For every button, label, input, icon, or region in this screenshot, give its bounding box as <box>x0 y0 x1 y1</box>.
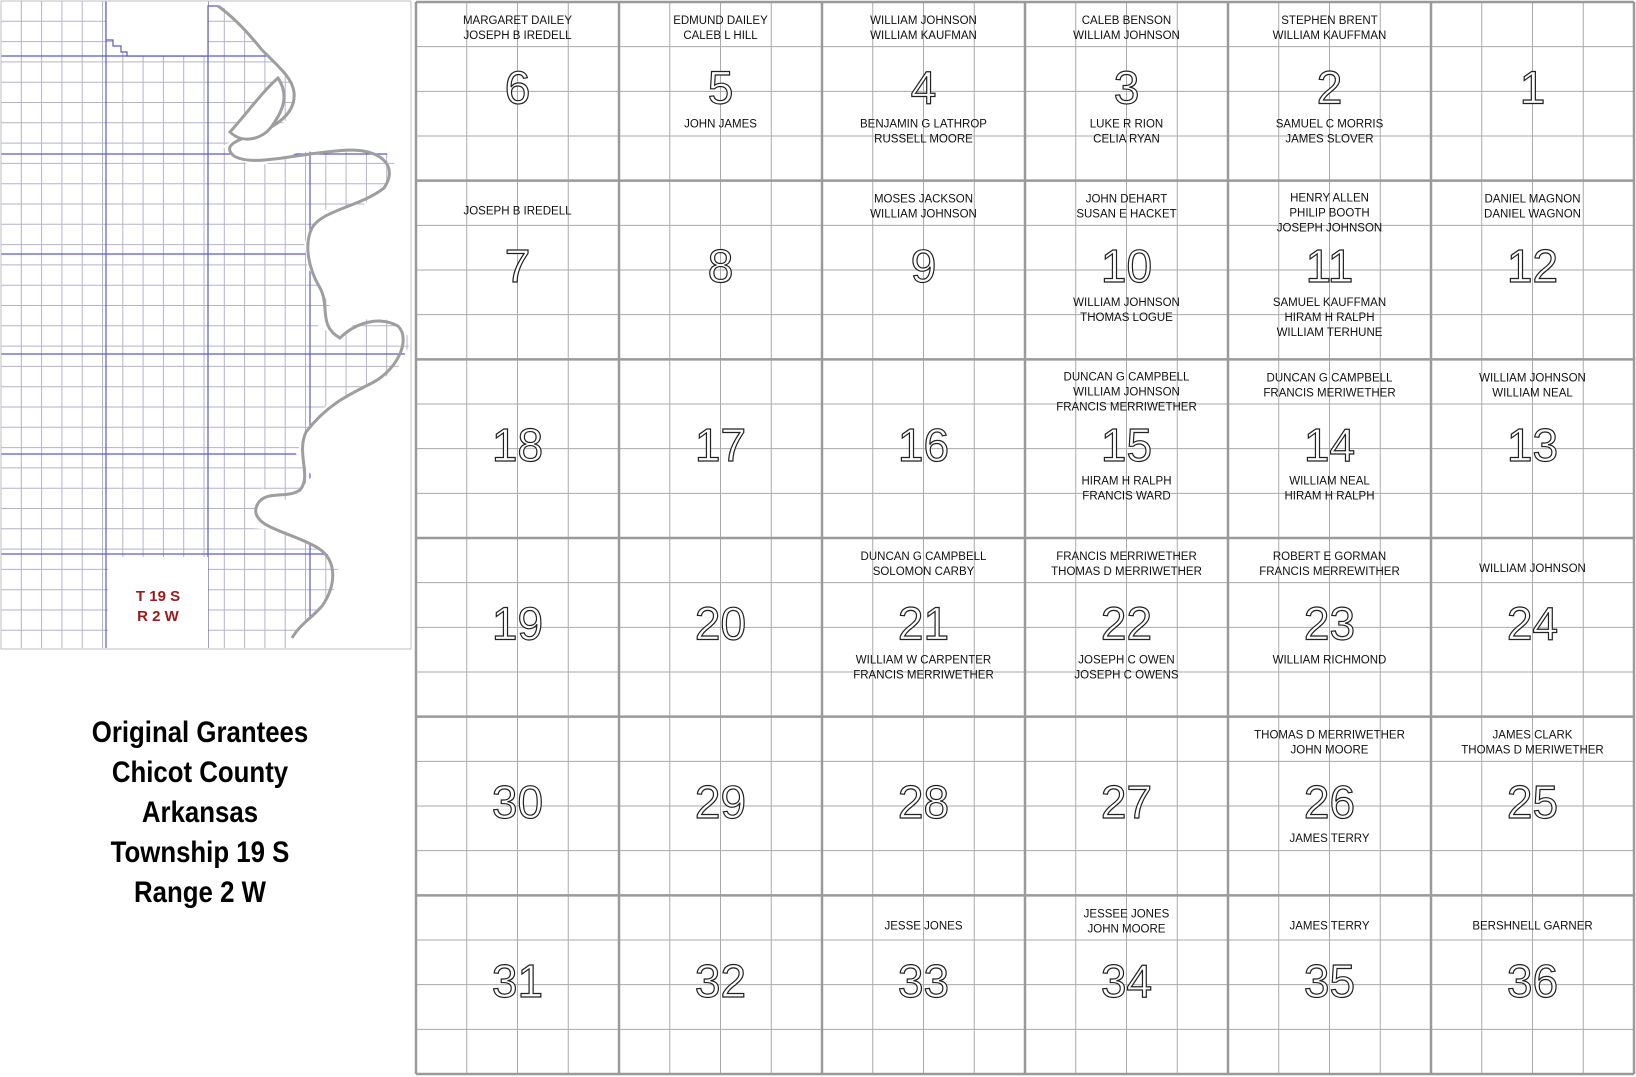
grantee-name: THOMAS D MERRIWETHER <box>1254 729 1405 742</box>
grantee-name: JAMES TERRY <box>1289 920 1370 933</box>
grantee-name: MOSES JACKSON <box>873 193 974 206</box>
grantee-name: JOSEPH C OWEN <box>1078 654 1175 667</box>
grantee-name: STEPHEN BRENT <box>1281 15 1378 27</box>
section-number: 24 <box>1506 597 1559 650</box>
grantee-name: BENJAMIN G LATHROP <box>860 118 987 131</box>
grantee-name: JOHN DEHART <box>1085 193 1168 206</box>
section-29 <box>695 776 746 828</box>
grantee-name: HENRY ALLEN <box>1290 192 1369 205</box>
section-number: 3 <box>1113 61 1140 114</box>
section-25 <box>1461 730 1603 828</box>
grantee-name: WILLIAM KAUFMAN <box>870 30 977 42</box>
grantee-name: THOMAS D MERIWETHER <box>1461 744 1604 757</box>
section-number: 35 <box>1303 954 1356 1007</box>
section-number: 5 <box>707 61 734 114</box>
grantee-name: JESSE JONES <box>884 920 963 933</box>
grantee-name: WILLIAM JOHNSON <box>1073 386 1180 399</box>
grantee-name: MARGARET DAILEY <box>462 15 573 27</box>
grantee-name: JESSEE JONES <box>1083 908 1170 921</box>
section-15 <box>1056 371 1197 502</box>
grantee-name: CALEB L HILL <box>683 30 758 42</box>
section-number: 27 <box>1100 776 1153 829</box>
section-number: 20 <box>694 597 747 650</box>
section-number: 16 <box>897 418 950 471</box>
grantee-name: SAMUEL KAUFFMAN <box>1272 297 1387 309</box>
grantee-name: CALEB BENSON <box>1081 15 1172 27</box>
section-number: 26 <box>1303 776 1356 829</box>
section-18 <box>492 419 543 471</box>
section-number: 13 <box>1506 418 1559 471</box>
section-2 <box>1273 15 1387 145</box>
section-32 <box>695 955 746 1007</box>
grantee-name: CELIA RYAN <box>1093 133 1160 146</box>
section-number: 14 <box>1303 418 1356 471</box>
grantee-name: DUNCAN G CAMPBELL <box>1266 372 1393 385</box>
title-line-township: Township 19 S <box>110 836 290 869</box>
section-13 <box>1479 372 1586 470</box>
grantee-name: FRANCIS MERIWETHER <box>1263 387 1396 400</box>
section-16 <box>898 419 949 471</box>
grantee-name: WILLIAM RICHMOND <box>1272 654 1387 667</box>
grantee-name: JAMES SLOVER <box>1285 133 1374 146</box>
grantee-name: DUNCAN G CAMPBELL <box>1063 371 1190 384</box>
section-number: 12 <box>1506 240 1559 293</box>
grantee-name: FRANCIS WARD <box>1082 490 1171 503</box>
grantee-name: HIRAM H RALPH <box>1081 475 1172 488</box>
grantee-name: WILLIAM NEAL <box>1492 387 1573 400</box>
locator-township-label: T 19 S <box>135 588 181 605</box>
section-8 <box>708 240 734 292</box>
section-number: 30 <box>491 776 544 829</box>
grantee-name: EDMUND DAILEY <box>673 15 768 27</box>
grantee-name: DUNCAN G CAMPBELL <box>860 551 987 563</box>
grantee-name: SUSAN E HACKET <box>1076 208 1177 221</box>
grantee-name: RUSSELL MOORE <box>874 133 973 146</box>
section-number: 18 <box>491 418 544 471</box>
grantee-name: HIRAM H RALPH <box>1284 490 1375 503</box>
grantee-name: WILLIAM NEAL <box>1289 475 1370 488</box>
section-14 <box>1263 372 1395 502</box>
section-number: 7 <box>504 240 531 293</box>
grantee-name: FRANCIS MERRIWETHER <box>1056 401 1197 414</box>
section-30 <box>492 776 543 828</box>
section-number: 19 <box>491 597 544 650</box>
section-number: 32 <box>694 954 747 1007</box>
section-number: 22 <box>1100 597 1153 650</box>
section-11 <box>1273 193 1386 339</box>
grantee-name: JOHN MOORE <box>1087 923 1166 936</box>
section-number: 34 <box>1100 954 1153 1007</box>
section-22 <box>1051 551 1202 681</box>
section-number: 8 <box>707 240 734 293</box>
grantee-name: JOSEPH C OWENS <box>1074 669 1179 682</box>
section-10 <box>1073 194 1180 324</box>
grantee-name: JOSEPH JOHNSON <box>1276 222 1383 235</box>
section-number: 21 <box>897 597 950 650</box>
grantee-name: SAMUEL C MORRIS <box>1275 118 1384 131</box>
grantee-name: WILLIAM JOHNSON <box>1479 563 1586 575</box>
locator-range-label: R 2 W <box>137 608 179 625</box>
section-number: 31 <box>491 954 544 1007</box>
section-number: 4 <box>910 61 937 114</box>
section-number: 6 <box>504 61 531 114</box>
grantee-name: BERSHNELL GARNER <box>1472 920 1593 933</box>
section-1 <box>1520 61 1546 113</box>
section-23 <box>1259 551 1400 666</box>
grantee-name: ROBERT E GORMAN <box>1272 551 1387 563</box>
section-number: 1 <box>1519 61 1546 114</box>
grantee-name: LUKE R RION <box>1089 118 1164 131</box>
section-12 <box>1484 194 1581 292</box>
grantee-name: FRANCIS MERREWITHER <box>1259 566 1400 578</box>
section-number: 15 <box>1100 418 1153 471</box>
section-number: 29 <box>694 776 747 829</box>
section-19 <box>492 597 543 649</box>
grantee-name: JAMES TERRY <box>1289 833 1370 845</box>
section-number: 23 <box>1303 597 1356 650</box>
grantee-name: JOSEPH B IREDELL <box>463 205 572 218</box>
grantee-name: WILLIAM JOHNSON <box>1479 372 1586 385</box>
grantee-name: WILLIAM KAUFFMAN <box>1272 30 1387 42</box>
section-28 <box>898 776 949 828</box>
grantee-name: WILLIAM JOHNSON <box>870 208 977 221</box>
grantee-name: WILLIAM JOHNSON <box>1073 30 1180 42</box>
section-34 <box>1084 908 1170 1006</box>
grantee-name: WILLIAM TERHUNE <box>1276 327 1383 339</box>
section-17 <box>695 419 746 471</box>
section-5 <box>673 15 768 130</box>
title-line-range: Range 2 W <box>134 876 266 909</box>
grantee-name: WILLIAM JOHNSON <box>1073 297 1180 309</box>
section-6 <box>463 15 572 113</box>
grantee-name: THOMAS D MERRIWETHER <box>1051 566 1202 578</box>
grantee-name: PHILIP BOOTH <box>1289 207 1370 220</box>
grantee-name: FRANCIS MERRIWETHER <box>1056 551 1197 563</box>
grantee-name: THOMAS LOGUE <box>1080 312 1173 324</box>
section-number: 2 <box>1316 61 1343 114</box>
section-4 <box>860 15 987 145</box>
grantee-name: FRANCIS MERRIWETHER <box>853 669 994 682</box>
section-3 <box>1073 15 1180 145</box>
grantee-name: JOHN MOORE <box>1290 744 1369 757</box>
section-26 <box>1254 730 1405 845</box>
grantee-name: SOLOMON CARBY <box>872 566 975 578</box>
section-number: 17 <box>694 418 747 471</box>
title-line-state: Arkansas <box>141 796 259 829</box>
section-number: 36 <box>1506 954 1559 1007</box>
grantee-name: WILLIAM W CARPENTER <box>855 654 992 667</box>
grantee-name: WILLIAM JOHNSON <box>870 15 977 27</box>
section-number: 33 <box>897 954 950 1007</box>
grantee-name: JOSEPH B IREDELL <box>463 30 572 42</box>
grantee-name: DANIEL MAGNON <box>1484 193 1581 206</box>
grantee-name: DANIEL WAGNON <box>1484 208 1581 221</box>
section-20 <box>695 597 746 649</box>
section-number: 25 <box>1506 776 1559 829</box>
grantee-name: JOHN JAMES <box>684 118 757 131</box>
section-21 <box>853 551 994 681</box>
section-27 <box>1101 776 1152 828</box>
grantee-name: HIRAM H RALPH <box>1284 312 1375 324</box>
section-31 <box>492 955 543 1007</box>
section-9 <box>870 194 977 292</box>
section-boundaries <box>416 2 1634 1074</box>
title-line-county: Chicot County <box>111 756 289 789</box>
section-number: 11 <box>1305 240 1354 293</box>
section-number: 9 <box>910 240 937 293</box>
section-number: 28 <box>897 776 950 829</box>
grantee-name: JAMES CLARK <box>1492 729 1573 742</box>
title-line-grantees: Original Grantees <box>91 716 309 749</box>
section-number: 10 <box>1100 240 1153 293</box>
section-labels <box>463 15 1604 1007</box>
